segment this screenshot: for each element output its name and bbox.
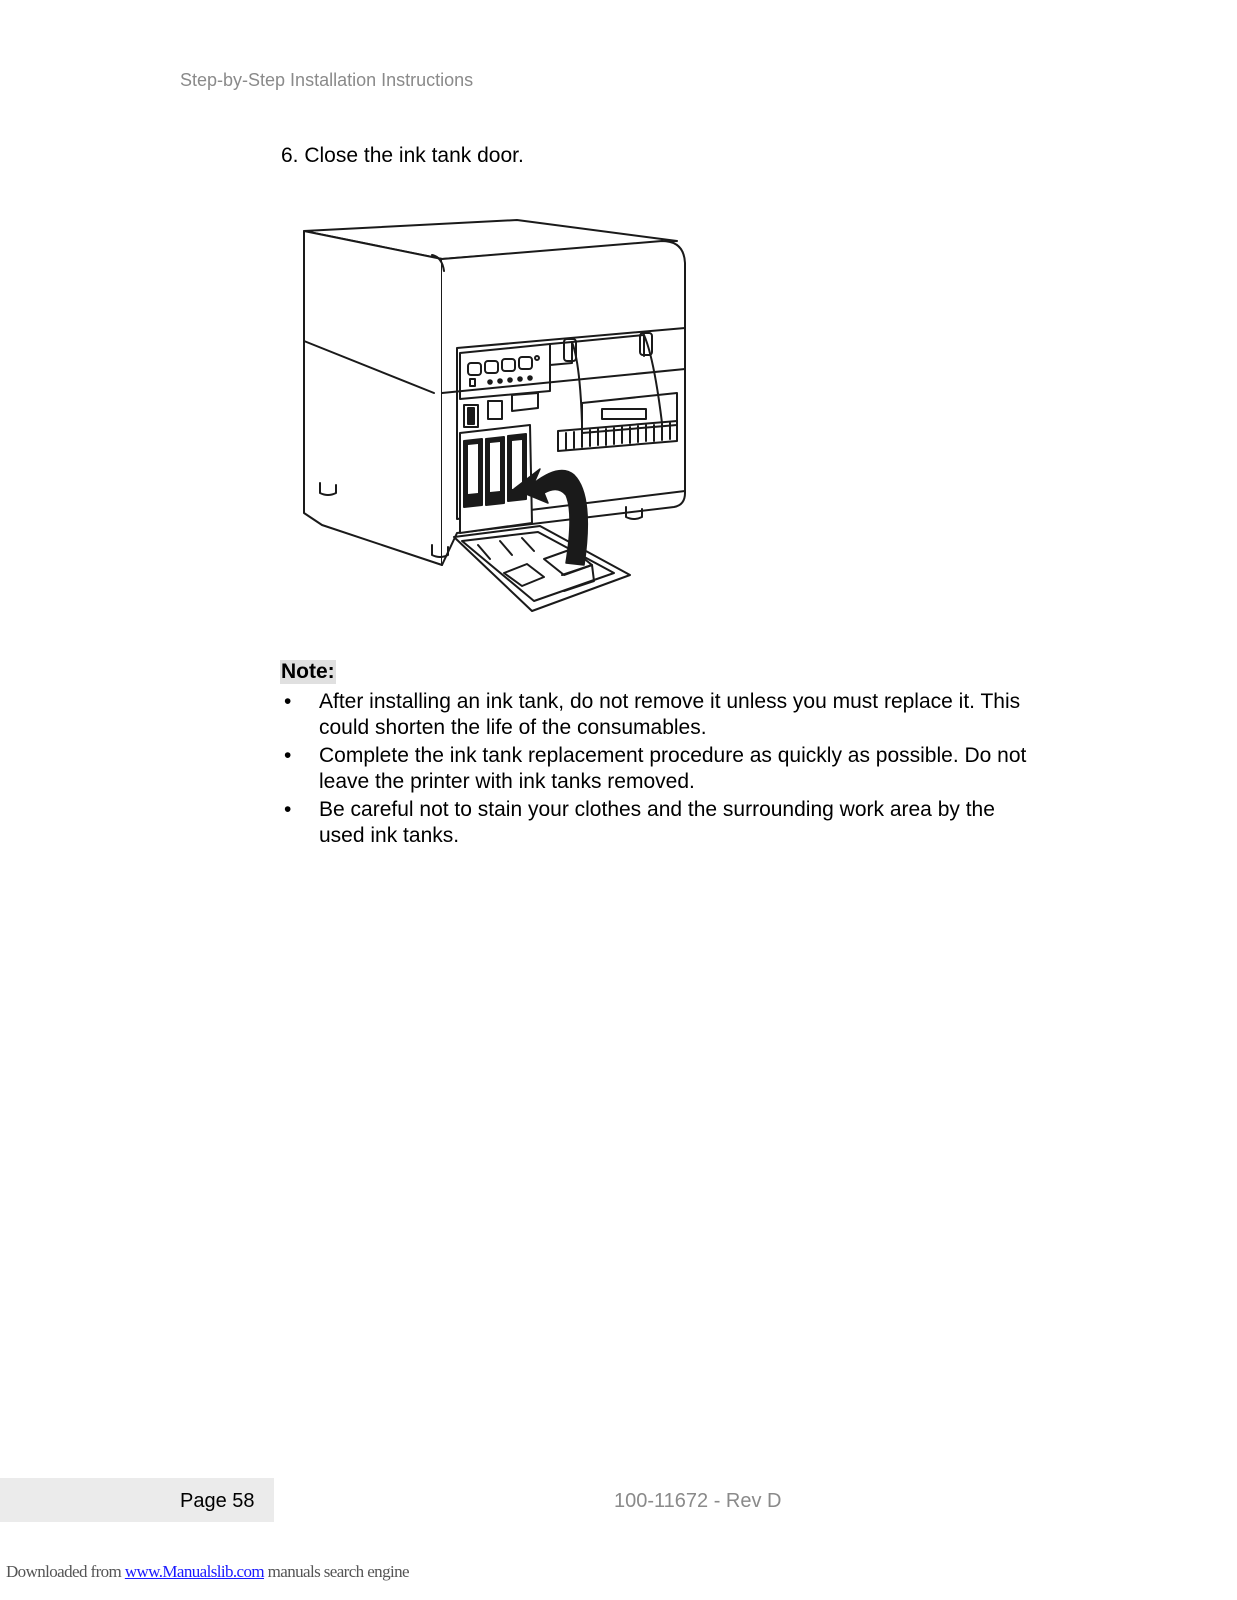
printer-illustration bbox=[282, 193, 722, 643]
note-list bbox=[281, 689, 1041, 851]
list-item bbox=[281, 689, 1041, 741]
step-heading: 6. Close the ink tank door. bbox=[281, 144, 524, 167]
note-text: Be careful not to stain your clothes and the surrounding work area by the used ink tanks. bbox=[319, 798, 995, 847]
list-item bbox=[281, 797, 1041, 849]
download-attribution bbox=[6, 1562, 409, 1582]
bullet-icon: • bbox=[284, 798, 292, 821]
page-number: Page 58 bbox=[180, 1490, 255, 1512]
bullet-icon: • bbox=[284, 690, 292, 713]
note-text: Complete the ink tank replacement procedure as quickly as possible. Do not leave the printer with ink tanks removed. bbox=[319, 744, 1027, 793]
note-label: Note: bbox=[281, 660, 335, 683]
running-header: Step-by-Step Installation Instructions bbox=[180, 70, 474, 90]
document-number: 100-11672 - Rev D bbox=[614, 1490, 782, 1512]
list-item bbox=[281, 743, 1041, 795]
download-suffix: manuals search engine bbox=[264, 1562, 409, 1581]
download-prefix: Downloaded from bbox=[6, 1562, 125, 1581]
bullet-icon: • bbox=[284, 744, 292, 767]
manualslib-link[interactable]: www.Manualslib.com bbox=[124, 1562, 265, 1581]
note-text: After installing an ink tank, do not remove it unless you must replace it. This could shorten the life of the consumables. bbox=[319, 690, 1021, 739]
